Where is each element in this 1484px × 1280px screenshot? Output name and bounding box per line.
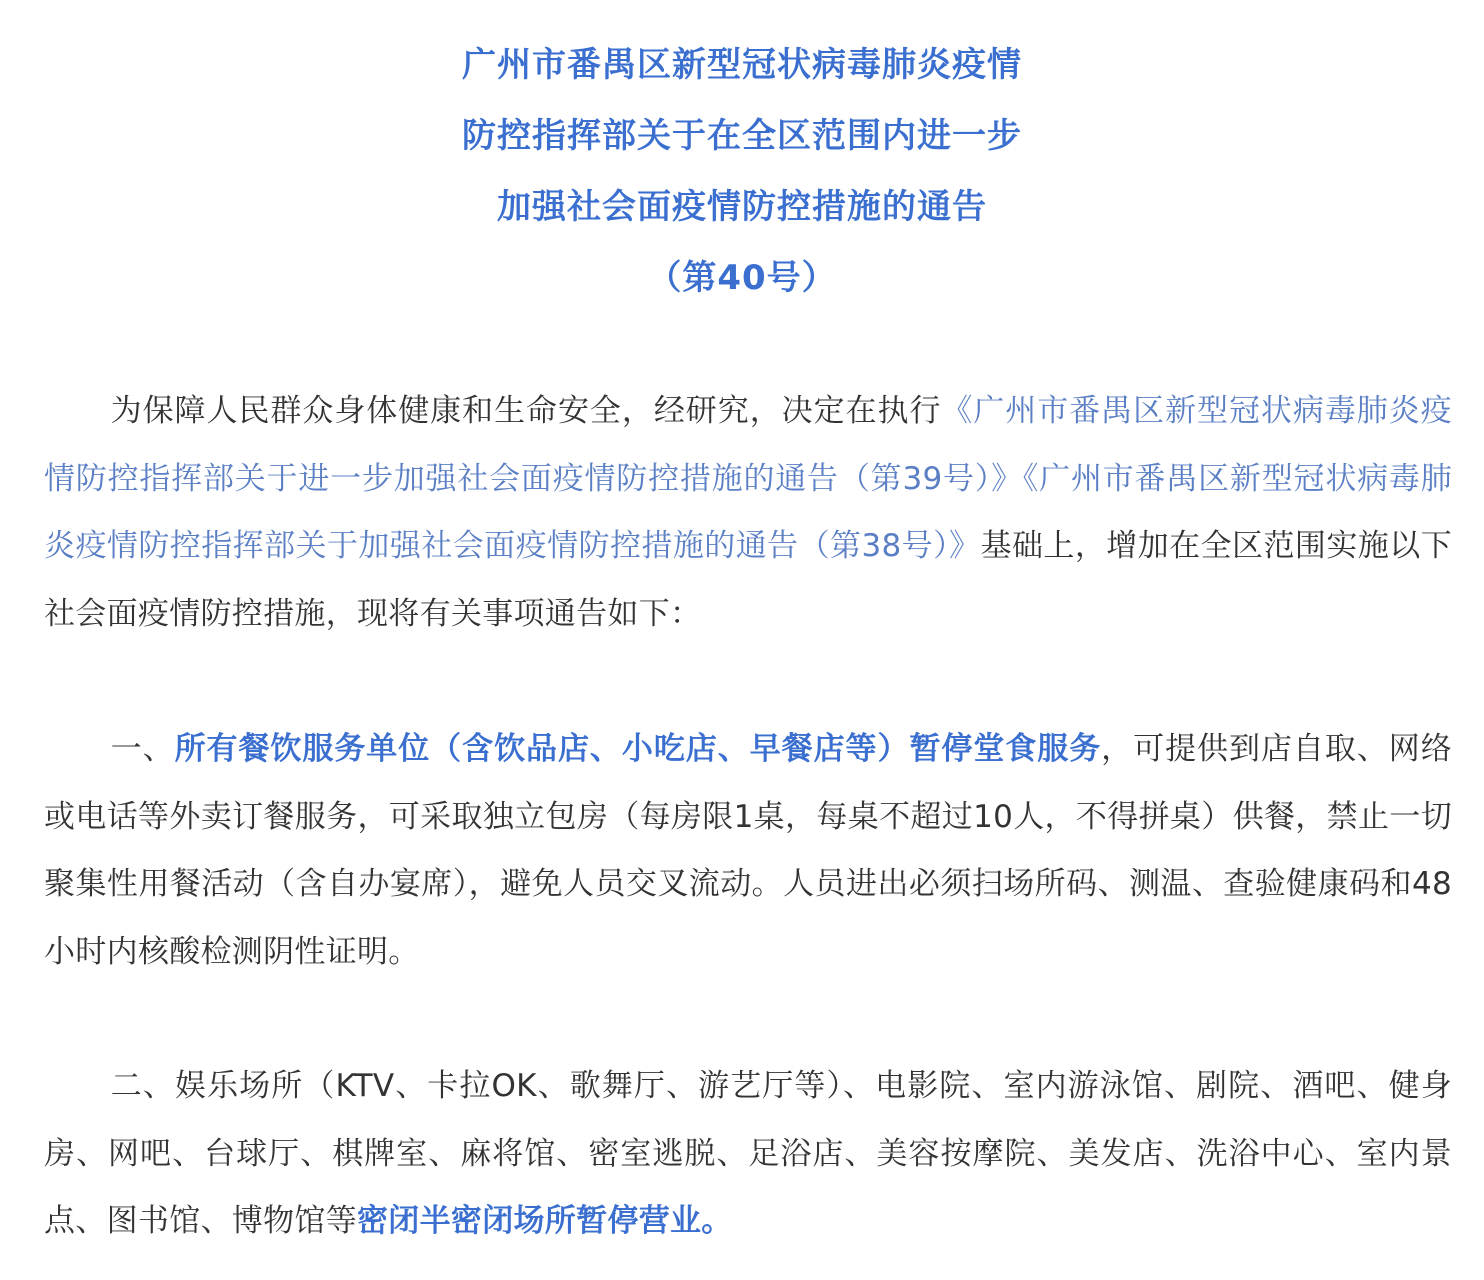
item-1-paragraph (44, 716, 1452, 986)
item-1-prefix: 一、 (110, 731, 175, 767)
title-line-2: 防控指挥部关于在全区范围内进一步 (462, 116, 1022, 156)
reference-notice-39: 《广州市番禺区新型冠状病毒肺炎疫情防控指挥部关于进一步加强社会面疫情防控措施的通告（第39号）》 (44, 393, 1452, 497)
notice-title (0, 30, 1484, 314)
item-1-highlight: 所有餐饮服务单位（含饮品店、小吃店、早餐店等）暂停堂食服务 (174, 731, 1102, 767)
title-line-1: 广州市番禺区新型冠状病毒肺炎疫情 (462, 45, 1022, 85)
intro-tail-text: 基础上，增加在全区范围实施以下社会面疫情防控措施，现将有关事项通告如下： (44, 528, 1453, 632)
item-2-body: 二、娱乐场所（KTV、卡拉OK、歌舞厅、游艺厅等）、电影院、室内游泳馆、剧院、酒吧、健身房、网吧、台球厅、棋牌室、麻将馆、密室逃脱、足浴店、美容按摩院、美发店、洗浴中心、室内景点、图书馆、博物馆等 (44, 1068, 1452, 1239)
title-notice-number: （第40号） (647, 258, 837, 298)
item-1-body: ，可提供到店自取、网络或电话等外卖订餐服务，可采取独立包房（每房限1桌，每桌不超过10人，不得拼桌）供餐，禁止一切聚集性用餐活动（含自办宴席），避免人员交叉流动。人员进出必须扫场所码、测温、查验健康码和48小时内核酸检测阴性证明。 (44, 731, 1452, 970)
item-2-paragraph (44, 1053, 1452, 1256)
intro-lead-text: 为保障人民群众身体健康和生命安全，经研究，决定在执行 (110, 393, 942, 429)
reference-notice-38: 《广州市番禺区新型冠状病毒肺炎疫情防控指挥部关于加强社会面疫情防控措施的通告（第38号）》 (44, 460, 1452, 564)
title-line-3: 加强社会面疫情防控措施的通告 (497, 187, 987, 227)
intro-paragraph (44, 378, 1452, 648)
item-2-highlight: 密闭半密闭场所暂停营业。 (357, 1203, 733, 1239)
